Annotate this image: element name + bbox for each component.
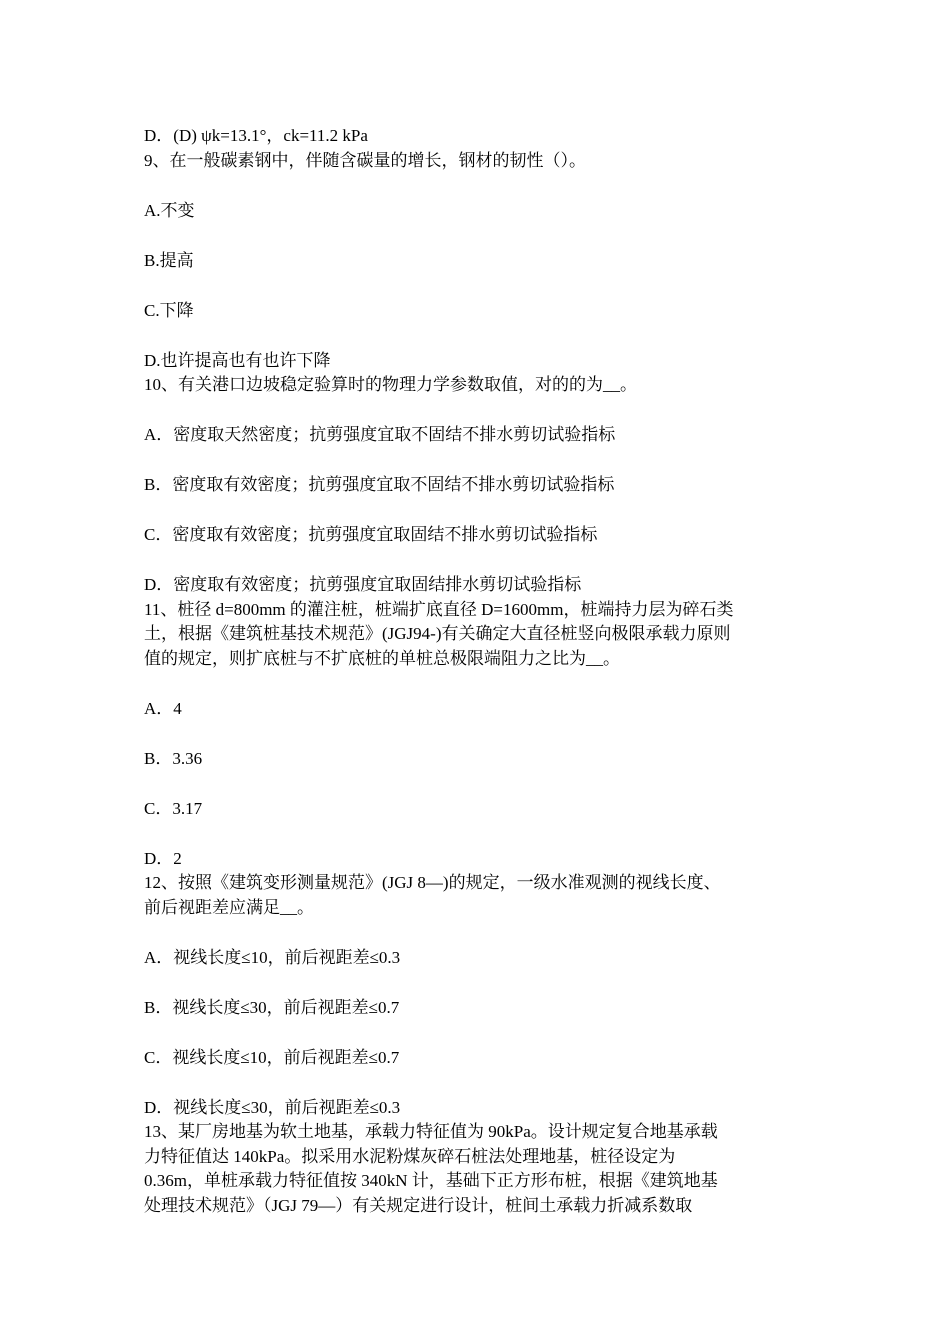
question-12 [144,871,808,1120]
question-12-option-c: C．视线长度≤10，前后视距差≤0.7 [144,1047,400,1067]
question-11-stem-line: 土，根据《建筑桩基技术规范》(JGJ94-)有关确定大直径桩竖向极限承载力原则 [144,624,731,643]
question-11-option-a: A．4 [144,698,182,718]
previous-question-option-d: D．(D) ψk=13.1°，ck=11.2 kPa [144,126,368,145]
question-13 [144,1120,808,1218]
question-13-stem-line: 力特征值达 140kPa。拟采用水泥粉煤灰碎石桩法处理地基，桩径设定为 [144,1146,676,1166]
question-11-option-b: B．3.36 [144,748,203,768]
question-12-stem-line: 前后视距差应满足__。 [144,897,314,917]
page-content [144,124,808,1218]
question-11-stem-line: 值的规定，则扩底桩与不扩底桩的单桩总极限端阻力之比为__。 [144,648,620,668]
question-10-option-d: D．密度取有效密度；抗剪强度宜取固结排水剪切试验指标 [144,575,582,594]
question-10-option-b: B．密度取有效密度；抗剪强度宜取不固结不排水剪切试验指标 [144,475,615,494]
question-9-option-a: A.不变 [144,200,195,220]
question-9-option-d: D.也许提高也有也许下降 [144,350,331,370]
question-10-option-c: C．密度取有效密度；抗剪强度宜取固结不排水剪切试验指标 [144,525,598,544]
question-12-stem-line: 12、按照《建筑变形测量规范》(JGJ 8—)的规定，一级水准观测的视线长度、 [144,873,721,892]
question-13-stem-line: 13、某厂房地基为软土地基，承载力特征值为 90kPa。设计规定复合地基承载 [144,1122,718,1141]
question-13-stem-line: 0.36m，单桩承载力特征值按 340kN 计，基础下正方形布桩，根据《建筑地基 [144,1171,718,1190]
question-11-option-c: C．3.17 [144,798,203,818]
question-11-stem-line: 11、桩径 d=800mm 的灌注桩，桩端扩底直径 D=1600mm，桩端持力层为碎石类 [144,599,734,619]
question-12-option-d: D．视线长度≤30，前后视距差≤0.3 [144,1097,401,1117]
question-9-option-c: C.下降 [144,300,194,320]
question-12-option-b: B．视线长度≤30，前后视距差≤0.7 [144,997,400,1017]
question-12-option-a: A．视线长度≤10，前后视距差≤0.3 [144,947,401,967]
question-10-option-a: A．密度取天然密度；抗剪强度宜取不固结不排水剪切试验指标 [144,425,616,444]
question-10 [144,373,808,598]
question-9 [144,149,808,374]
question-13-stem-line: 处理技术规范》（JGJ 79—）有关规定进行设计，桩间土承载力折减系数取 [144,1195,693,1215]
question-11 [144,598,808,872]
question-9-stem: 9、在一般碳素钢中，伴随含碳量的增长，钢材的韧性（）。 [144,150,586,170]
question-11-option-d: D．2 [144,848,182,868]
question-9-option-b: B.提高 [144,250,194,270]
question-10-stem: 10、有关港口边坡稳定验算时的物理力学参数取值，对的的为__。 [144,375,637,394]
